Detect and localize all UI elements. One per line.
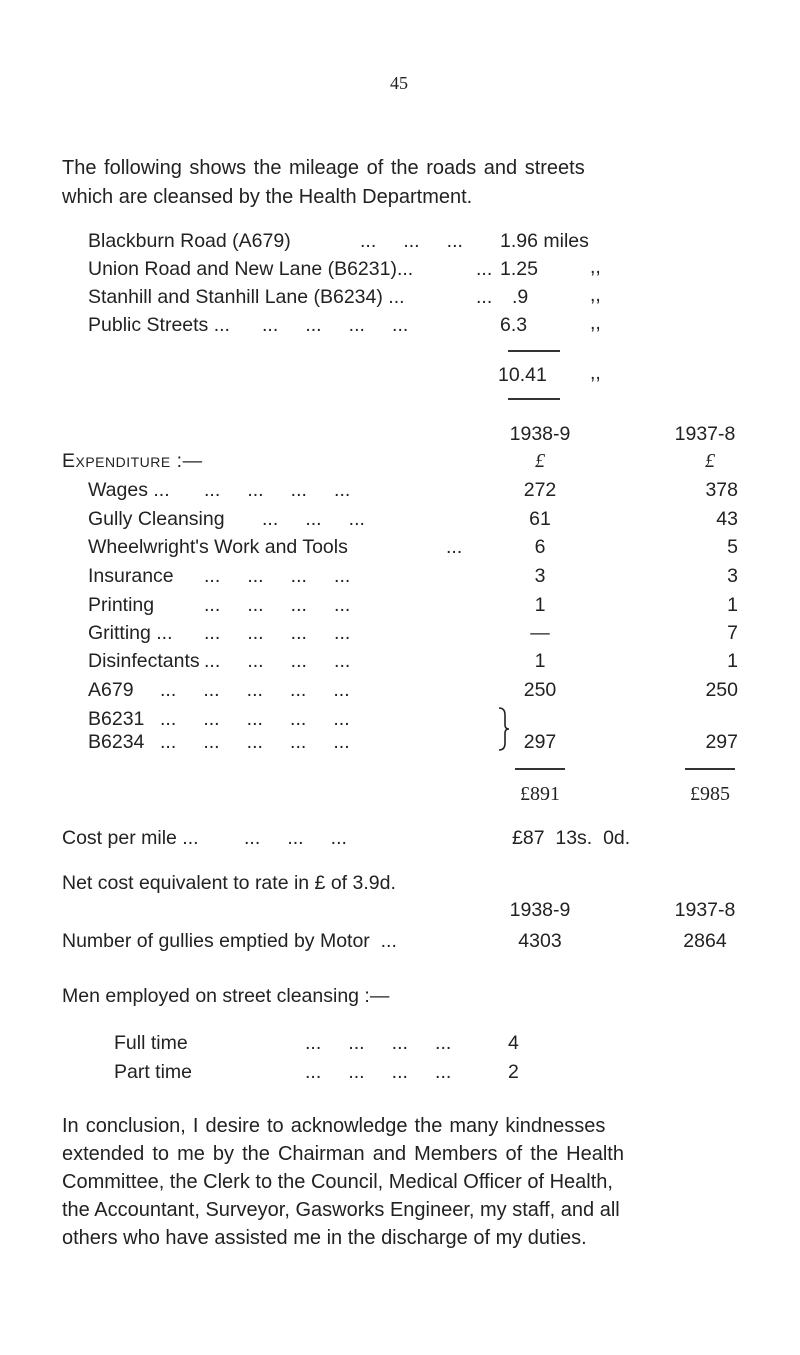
total-rule-current	[515, 768, 565, 770]
expense-previous: 3	[727, 565, 738, 587]
road-name: Public Streets ...	[88, 314, 230, 336]
expense-grouped-current: 297	[523, 731, 557, 753]
expense-label: Wages ...	[88, 479, 170, 501]
currency-previous: £	[705, 450, 715, 472]
cost-per-mile-label: Cost per mile ...	[62, 827, 199, 849]
expense-previous: 7	[727, 622, 738, 644]
expense-dots: ... ... ... ...	[204, 622, 351, 644]
expense-label: Gully Cleansing	[88, 508, 225, 530]
conclusion-line-4: the Accountant, Surveyor, Gasworks Engineer, my staff, and all	[62, 1199, 620, 1221]
expense-grouped-previous: 297	[705, 731, 738, 753]
expense-dots: ... ... ... ... ...	[160, 679, 350, 701]
roads-total-value: 10.41	[498, 364, 547, 386]
road-mileage-value: .9	[512, 286, 529, 308]
road-mileage-unit: ,,	[590, 284, 601, 306]
gullies-label: Number of gullies emptied by Motor ...	[62, 930, 397, 952]
expense-previous: 1	[727, 594, 738, 616]
road-mileage	[500, 232, 589, 252]
road-dots: ...	[476, 286, 493, 308]
expenditure-heading: Expenditure :—	[62, 450, 203, 472]
expense-current: 250	[523, 679, 557, 701]
expense-previous: 43	[716, 508, 738, 530]
expense-current: —	[530, 622, 550, 644]
gullies-year-current: 1938-9	[509, 899, 571, 921]
road-mileage-value: 1.96	[500, 230, 538, 252]
gullies-year-previous: 1937-8	[674, 899, 736, 921]
expense-dots: ... ... ... ...	[204, 650, 351, 672]
total-previous: £985	[690, 783, 730, 805]
expense-previous: 5	[727, 536, 738, 558]
expense-dots: ... ... ... ... ...	[160, 708, 350, 730]
conclusion-line-1: In conclusion, I desire to acknowledge the many kindnesses	[62, 1115, 606, 1137]
intro-line-2: which are cleansed by the Health Department.	[62, 186, 473, 208]
expense-dots: ... ... ... ... ...	[160, 731, 350, 753]
expense-label: Insurance	[88, 565, 174, 587]
men-row-value: 2	[508, 1061, 519, 1083]
expense-label: A679	[88, 679, 134, 701]
expense-previous: 1	[727, 650, 738, 672]
roads-total-unit: ,,	[590, 362, 601, 384]
net-cost: Net cost equivalent to rate in £ of 3.9d.	[62, 872, 396, 894]
expense-previous: 378	[705, 479, 738, 501]
men-row-dots: ... ... ... ...	[305, 1061, 452, 1083]
expense-dots: ... ... ... ...	[204, 565, 351, 587]
expense-label: Gritting ...	[88, 622, 173, 644]
conclusion-line-5: others who have assisted me in the discharge of my duties.	[62, 1227, 587, 1249]
road-mileage-unit: miles	[543, 230, 589, 252]
expense-current: 61	[529, 508, 551, 530]
roads-total-underline	[508, 398, 560, 400]
expense-current: 1	[534, 650, 546, 672]
gullies-current: 4303	[518, 930, 562, 952]
road-dots: ... ... ...	[360, 230, 463, 252]
conclusion-line-3: Committee, the Clerk to the Council, Medical Officer of Health,	[62, 1171, 613, 1193]
currency-current: £	[535, 450, 545, 472]
year-previous-header: 1937-8	[674, 423, 736, 445]
road-name: Union Road and New Lane (B6231)...	[88, 258, 414, 280]
total-rule-previous	[685, 768, 735, 770]
road-dots: ...	[476, 258, 493, 280]
road-mileage-value: 1.25	[500, 258, 538, 280]
men-row-dots: ... ... ... ...	[305, 1032, 452, 1054]
cost-per-mile-value: £87 13s. 0d.	[512, 827, 631, 849]
expense-current: 3	[534, 565, 546, 587]
expense-label-b6231: B6231	[88, 708, 145, 730]
expense-dots: ... ... ... ...	[204, 479, 351, 501]
expense-label: Disinfectants	[88, 650, 200, 672]
expense-label-b6234: B6234	[88, 731, 145, 753]
men-row-value: 4	[508, 1032, 519, 1054]
page-number: 45	[390, 73, 408, 93]
expense-dots: ... ... ...	[262, 508, 365, 530]
road-name: Stanhill and Stanhill Lane (B6234) ...	[88, 286, 405, 308]
road-dots: ... ... ... ...	[262, 314, 409, 336]
road-mileage-value: 6.3	[500, 314, 528, 336]
men-row-label: Full time	[114, 1032, 188, 1054]
expense-current: 272	[523, 479, 557, 501]
road-name: Blackburn Road (A679)	[88, 230, 291, 252]
expense-current: 1	[534, 594, 546, 616]
men-row-label: Part time	[114, 1061, 193, 1083]
men-heading: Men employed on street cleansing :—	[62, 985, 390, 1007]
gullies-previous: 2864	[683, 930, 727, 952]
expense-dots: ... ... ... ...	[204, 594, 351, 616]
road-mileage-unit: ,,	[590, 256, 601, 278]
expense-dots: ...	[446, 536, 463, 558]
expense-previous: 250	[705, 679, 738, 701]
cost-per-mile-dots: ... ... ...	[244, 827, 347, 849]
roads-total-rule	[508, 350, 560, 352]
expense-current: 6	[534, 536, 546, 558]
conclusion-line-2: extended to me by the Chairman and Members of the Health	[62, 1143, 624, 1165]
road-mileage-unit: ,,	[590, 312, 601, 334]
intro-line-1: The following shows the mileage of the roads and streets	[62, 157, 585, 179]
expense-label: Wheelwright's Work and Tools	[88, 536, 348, 558]
expense-label: Printing	[88, 594, 155, 616]
year-current-header: 1938-9	[509, 423, 571, 445]
total-current: £891	[520, 783, 560, 805]
